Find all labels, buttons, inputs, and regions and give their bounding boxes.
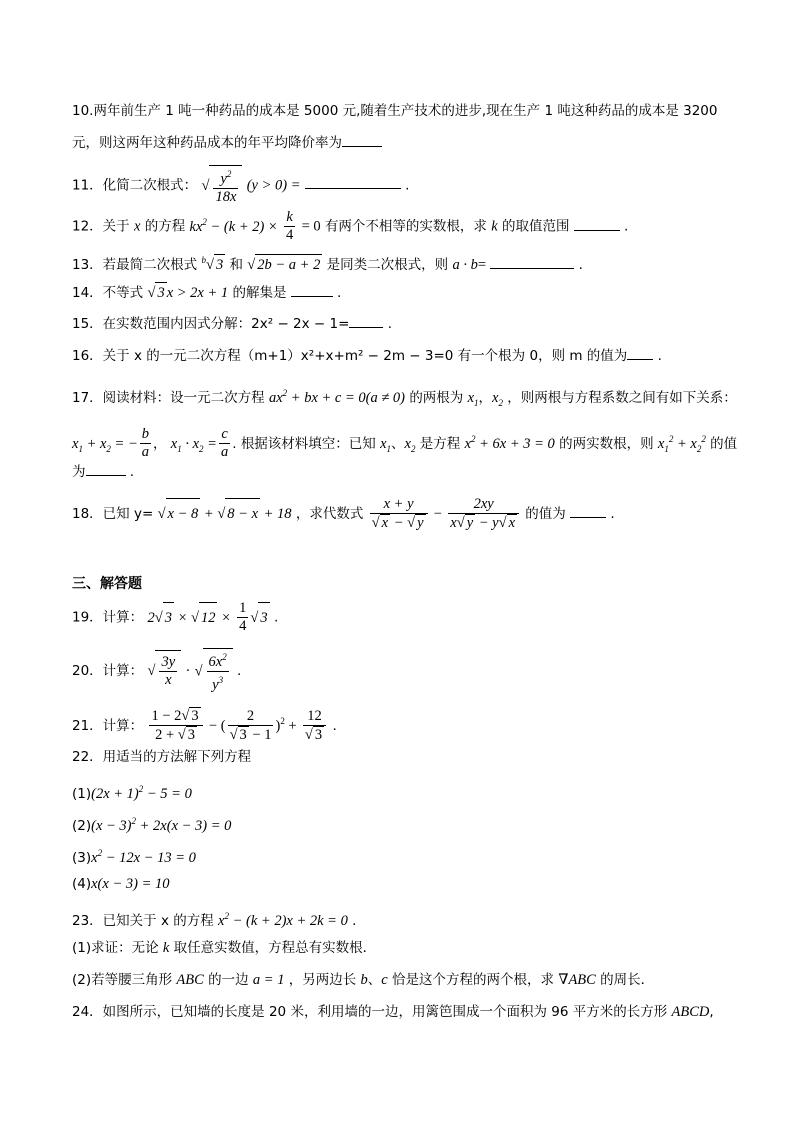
question-17-line-2: $x_1 + x_2$ = − $\frac{b}{a}$ ， $x_1 \cdot x_2$ = $\frac{c}{a}$ . 根据该材料填空：已知 $x_1$、$x_2$ 是方程 $x^2 + 6x + 3 = 0$ 的两实数根，则 $x_1^2 + x_2^2$ 的值 — [72, 426, 738, 461]
answer-blank[interactable] — [490, 256, 574, 269]
equation-item: $(2)(x - 3)^2 + 2x(x - 3) = 0$ — [72, 816, 232, 834]
question-13: 13．若最简二次根式 $^b$√ 3 和 √ 2b − a + 2 是同类二次根式，则 a · b= . — [72, 255, 583, 273]
question-16: 16．关于 x 的一元二次方程（m+1）x²+x+m² − 2m − 3=0 有一个根为 0，则 m 的值为 . — [72, 348, 662, 364]
question-15: 15．在实数范围内因式分解：2x² − 2x − 1= . — [72, 316, 393, 332]
answer-blank[interactable] — [570, 505, 606, 518]
question-23-part-2: (2)若等腰三角形 ABC 的一边 a = 1 ，另两边长 b、c 恰是这个方程的两个根，求 ∇ABC 的周长． — [72, 972, 655, 988]
answer-blank[interactable] — [349, 315, 383, 328]
question-23: 23．已知关于 x 的方程 $x^2 - (k + 2)x + 2k = 0$ . — [72, 911, 357, 929]
equation-item: $(3)x^2 - 12x - 13 = 0$ — [72, 848, 196, 866]
question-12: 12．关于 x 的方程 $kx^2 - (k + 2)$ × $\frac{k}{4}$ = 0 有两个不相等的实数根，求 k 的取值范围 . — [72, 209, 629, 243]
question-14: 14．不等式 √ 3 x > 2x + 1 的解集是 . — [72, 282, 341, 303]
answer-blank[interactable] — [86, 463, 126, 476]
question-21: 21．计算： $\frac{1 - 2√ 3}{2 + √ 3}$ − ( $\frac{2}{√ 3 - 1}$ )$^2$ + $\frac{12}{√ 3}$ . — [72, 707, 337, 744]
question-11: 11．化简二次根式： √ $\frac{y^2}{18x}$ (y > 0) = . — [72, 165, 409, 206]
question-23-part-1: (1)求证：无论 k 取任意实数值，方程总有实数根． — [72, 940, 377, 956]
answer-blank[interactable] — [627, 347, 653, 360]
equation-item: $(1)(2x + 1)^2 - 5 = 0$ — [72, 784, 192, 802]
answer-blank[interactable] — [291, 284, 333, 297]
answer-blank[interactable] — [342, 134, 382, 147]
question-10-line-2: 元，则这两年这种药品成本的年平均降价率为 — [72, 133, 382, 153]
question-18: 18．已知 y= √ x − 8 + √ 8 − x + 18 ，求代数式 $\frac{x + y}{√ x - √ y}$ − $\frac{2xy}{x√ y - y√ x}$ 的值为 . — [72, 496, 615, 531]
question-17-line-3: 为 . — [72, 464, 135, 480]
section-heading: 三、解答题 — [72, 576, 142, 592]
question-19: 19．计算： 2√ 3 × √ 12 × $\frac{1}{4}$ √ 3 . — [72, 600, 279, 634]
answer-blank[interactable] — [574, 218, 620, 231]
question-24: 24．如图所示，已知墙的长度是 20 米，利用墙的一边，用篱笆围成一个面积为 96 平方米的长方形 ABCD, — [72, 1004, 714, 1020]
sqrt-expression: √ $\frac{y^2}{18x}$ — [201, 165, 242, 206]
answer-blank[interactable] — [305, 176, 401, 189]
question-10-line-1: 10.两年前生产 1 吨一种药品的成本是 5000 元,随着生产技术的进步,现在生产 1 吨这种药品的成本是 3200 — [72, 103, 718, 119]
question-22-title: 22．用适当的方法解下列方程 — [72, 749, 252, 765]
question-17-line-1: 17．阅读材料：设一元二次方程 $ax^2$ + bx + c = 0(a ≠ 0) 的两根为 $x_1$，$x_2$ ，则两根与方程系数之间有如下关系： — [72, 388, 737, 408]
equation-item: (4)x(x − 3) = 10 — [72, 876, 170, 892]
question-20: 20．计算： √ $\frac{3y}{x}$ · √ $\frac{6x^2}{y^3}$ . — [72, 648, 241, 694]
